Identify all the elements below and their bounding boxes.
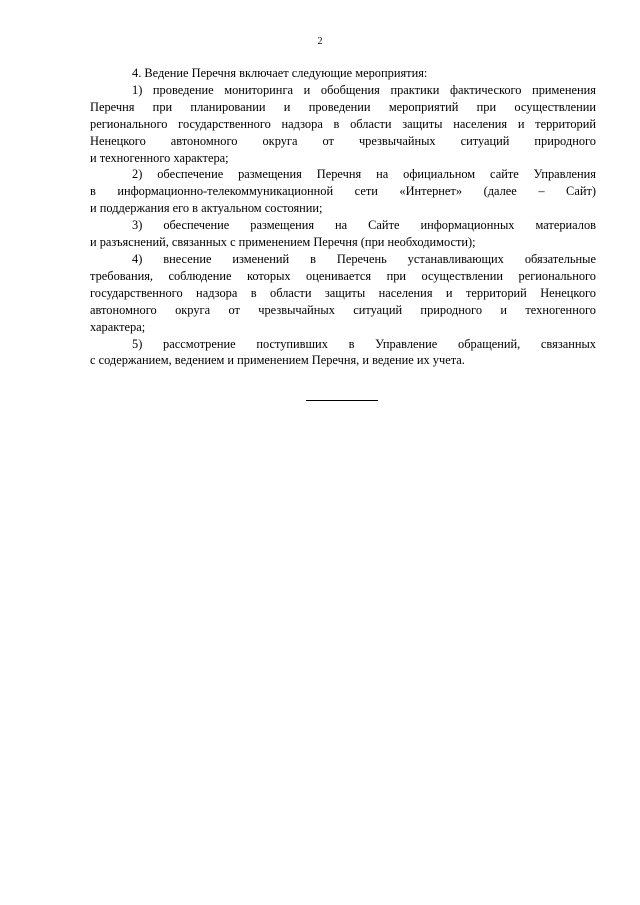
list-item-line: в информационно-телекоммуникационной сети «Интернет» (далее – Сайт) [90, 184, 596, 199]
list-item-line: государственного надзора в области защиты населения и территорий Ненецкого [90, 285, 596, 300]
list-item-line: автономного округа от чрезвычайных ситуаций природного и техногенного [90, 302, 596, 317]
list-item-line: и поддержания его в актуальном состоянии; [90, 201, 323, 216]
list-item-line: Ненецкого автономного округа от чрезвычайных ситуаций природного [90, 133, 596, 148]
list-item-line: 2) обеспечение размещения Перечня на официальном сайте Управления [132, 167, 596, 182]
list-item-line: характера; [90, 319, 146, 334]
document-body [90, 65, 596, 369]
list-item-line: требования, соблюдение которых оценивается при осуществлении регионального [90, 268, 596, 283]
list-item-line: регионального государственного надзора в области защиты населения и территорий [90, 116, 596, 131]
list-item-2 [90, 166, 596, 217]
list-item-3 [90, 217, 596, 251]
list-item-line: Перечня при планировании и проведении мероприятий при осуществлении [90, 99, 596, 114]
list-item-5 [90, 336, 596, 370]
list-item-line: 3) обеспечение размещения на Сайте информационных материалов [132, 218, 596, 233]
list-item-line: 5) рассмотрение поступивших в Управление обращений, связанных [132, 336, 596, 351]
list-item-line: 1) проведение мониторинга и обобщения практики фактического применения [132, 82, 596, 97]
list-item-4 [90, 251, 596, 336]
list-item-line: с содержанием, ведением и применением Перечня, и ведение их учета. [90, 353, 465, 368]
list-item-line: и техногенного характера; [90, 150, 229, 165]
list-item-line: 4) внесение изменений в Перечень устанавливающих обязательные [132, 251, 596, 266]
list-item-line: и разъяснений, связанных с применением Перечня (при необходимости); [90, 235, 476, 250]
end-separator-line [306, 400, 378, 401]
page-number: 2 [317, 36, 323, 47]
intro-paragraph: 4. Ведение Перечня включает следующие мероприятия: [132, 66, 428, 80]
list-item-1 [90, 82, 596, 167]
